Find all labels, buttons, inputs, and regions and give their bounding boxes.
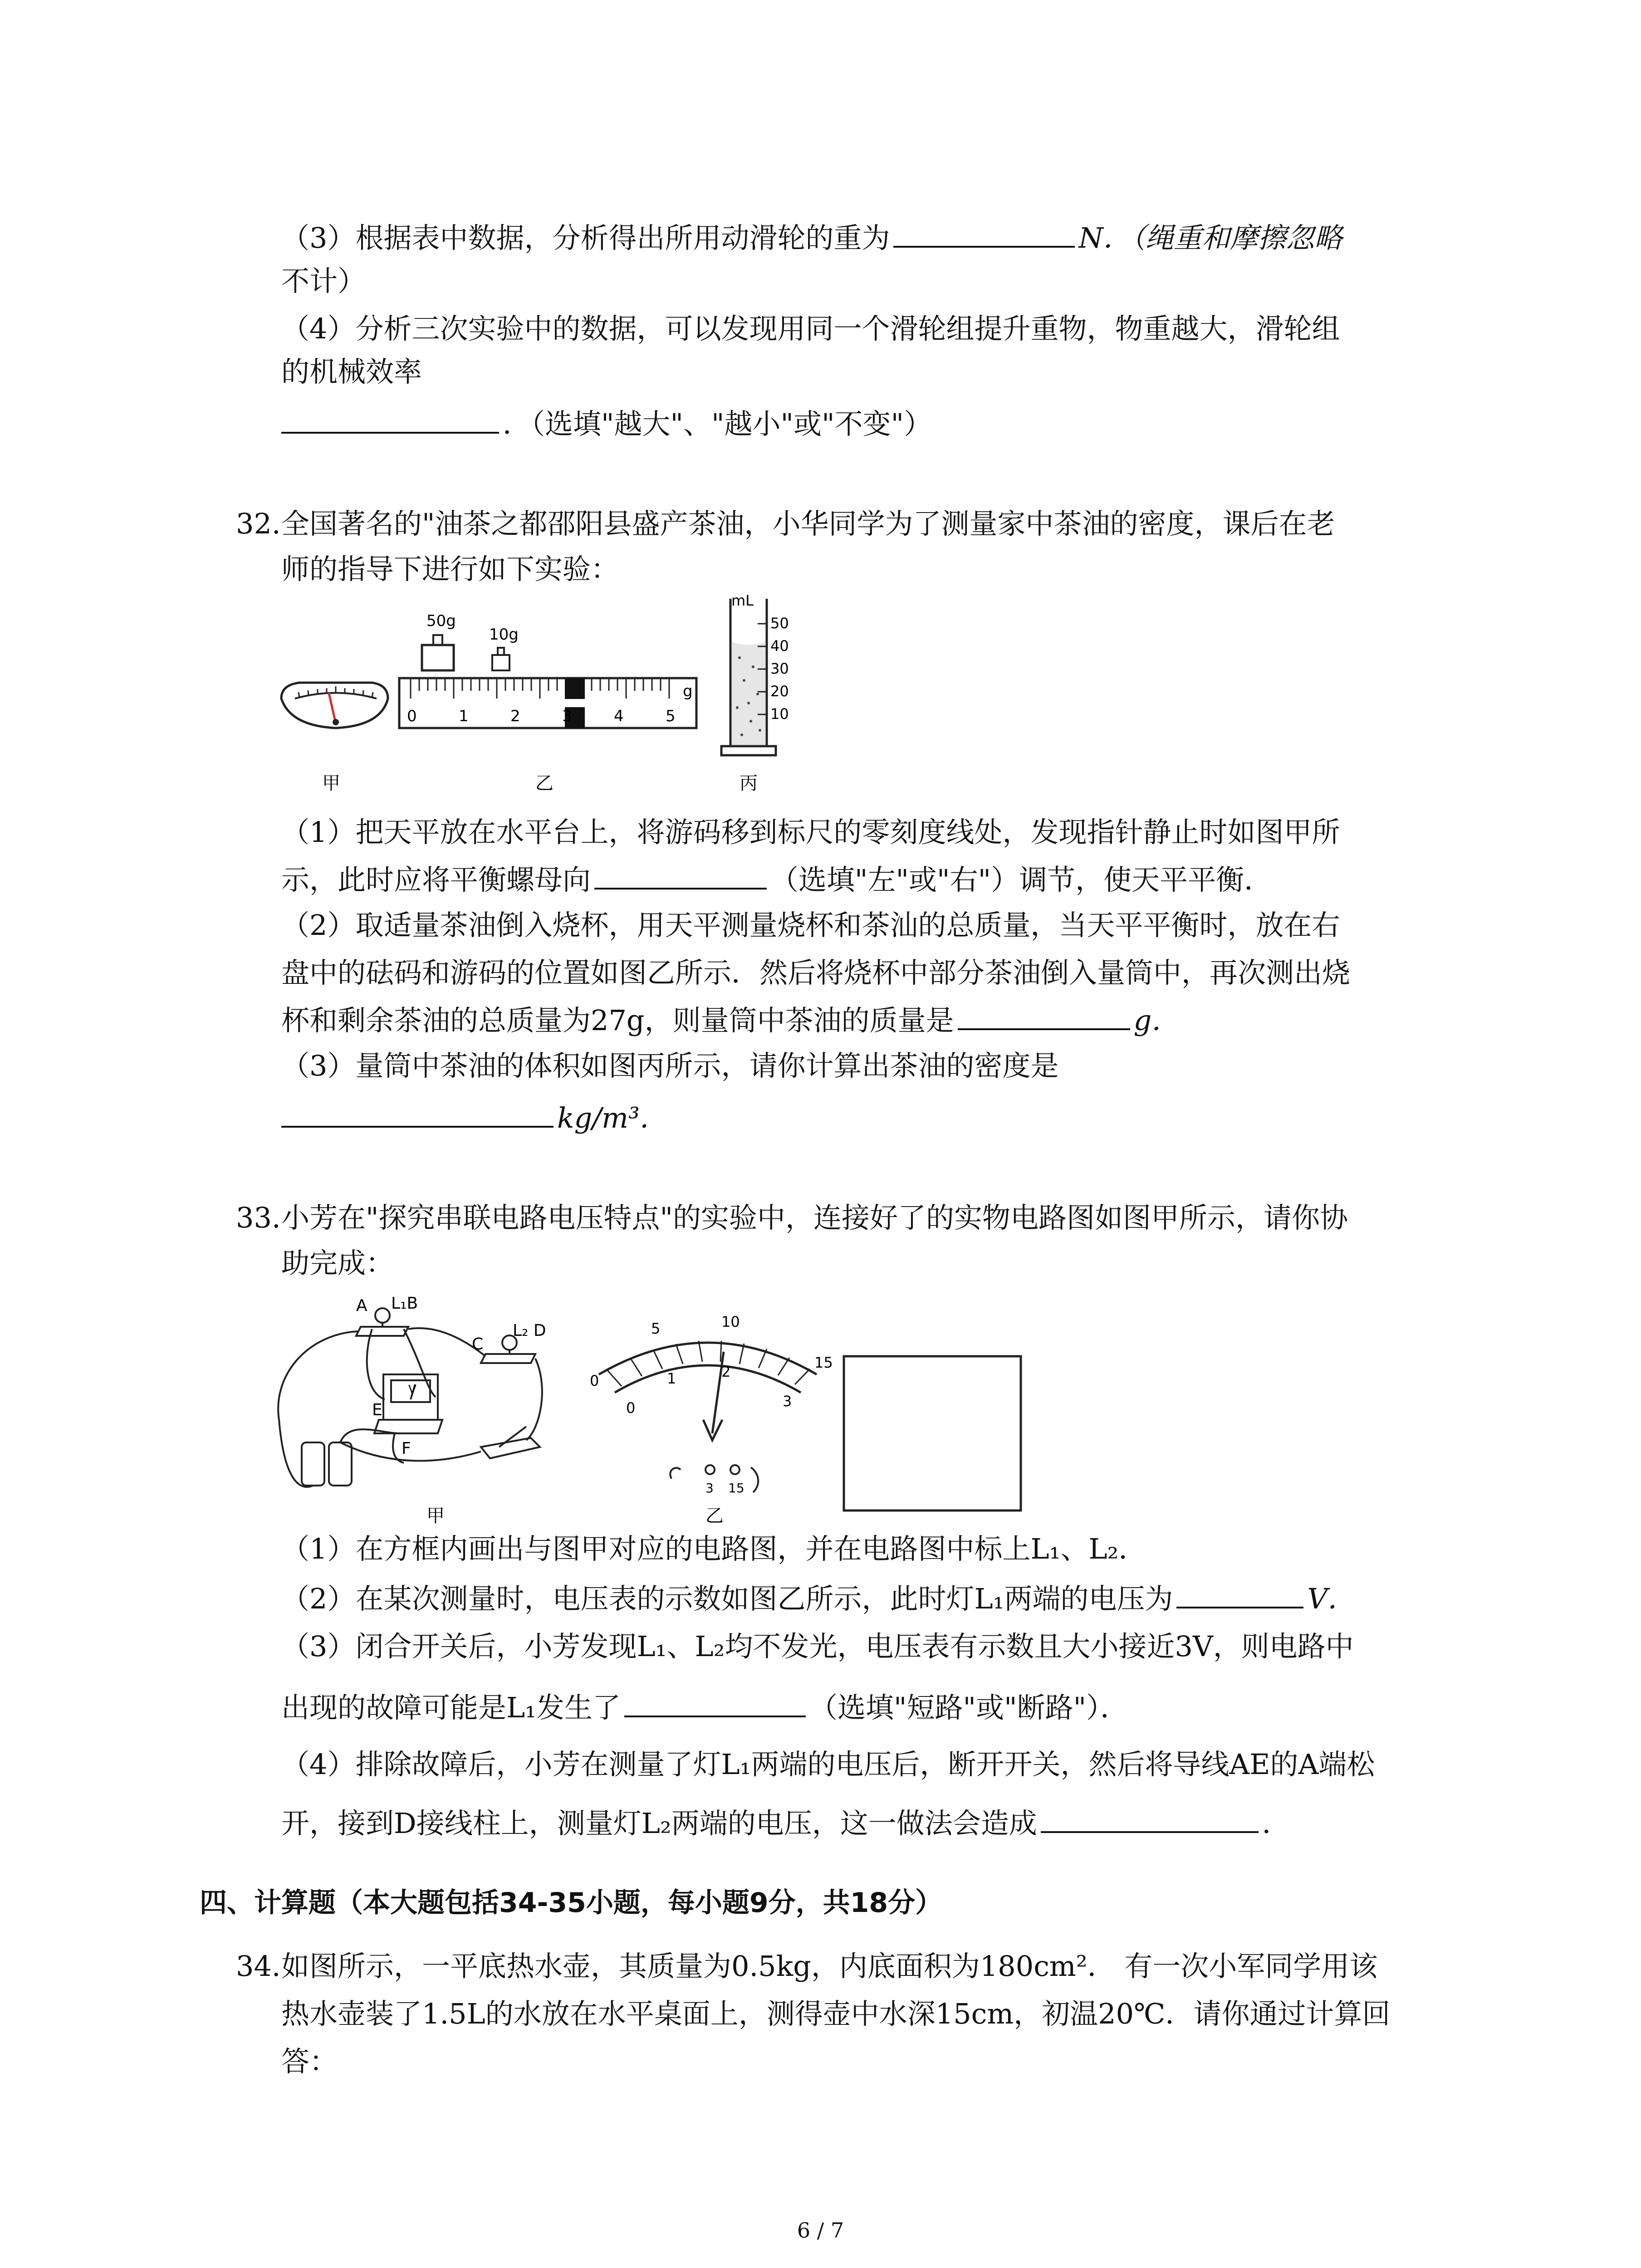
caption: 甲 [322, 773, 340, 794]
circuit-labels [356, 1294, 546, 1524]
q31-part4-line3: ．（选填"越大"、"越小"或"不变"） [281, 404, 932, 445]
tick-label: 0 [626, 1399, 636, 1417]
weight-10g-label: 10g [489, 626, 519, 644]
balance-pointer-dial [281, 683, 388, 728]
terminal-C-label: C [472, 1335, 484, 1354]
voltmeter-tick-labels [590, 1313, 833, 1524]
q32-part3-line1: （3）量筒中茶油的体积如图丙所示，请你计算出茶油的密度是 [281, 1049, 1059, 1082]
beam-tick-labels [407, 682, 693, 725]
voltmeter-dial [599, 1341, 817, 1492]
tick-label: 0 [407, 707, 417, 725]
tick-label: 1 [667, 1370, 676, 1387]
voltmeter-V-label: V [408, 1383, 416, 1397]
measuring-cylinder [721, 599, 776, 755]
q33-part3-line1: （3）闭合开关后，小芳发现L₁、L₂均不发光，电压表有示数且大小接近3V，则电路中 [281, 1630, 1354, 1663]
q31-part4-line1: （4）分析三次实验中的数据，可以发现用同一个滑轮组提升重物，物重越大，滑轮组 [281, 312, 1340, 345]
q34-line1: 如图所示，一平底热水壶，其质量为0.5kg，内底面积为180cm²． 有一次小军同学用该 [281, 1950, 1378, 1983]
q31-part3-line2: 不计） [281, 264, 366, 298]
weight-50g-label: 50g [426, 612, 456, 630]
q33-number: 33. [236, 1201, 281, 1234]
q33-part1: （1）在方框内画出与图甲对应的电路图，并在电路图中标上L₁、L₂． [281, 1532, 1147, 1565]
tick-label: 5 [666, 707, 676, 725]
figure-captions [322, 773, 758, 794]
circuit-drawing-box[interactable] [844, 1356, 1021, 1510]
weight-50g [422, 635, 454, 670]
q32-part2-line1: （2）取适量茶油倒入烧杯，用天平测量烧杯和茶汕的总质量，当天平平衡时，放在右 [281, 909, 1340, 942]
answer-blank[interactable] [1176, 1579, 1303, 1608]
tick-label: 10 [770, 705, 789, 723]
tick-label: 2 [510, 707, 520, 725]
tick-label: 0 [590, 1372, 599, 1389]
q31-part3-line1: （3）根据表中数据，分析得出所用动滑轮的重为 N．（绳重和摩擦忽略 [281, 218, 1342, 259]
balance-beam-scale [399, 678, 696, 728]
tick-label: 3 [783, 1393, 792, 1410]
page-number: 6 / 7 [797, 2218, 844, 2243]
q33-part4-line2: 开，接到D接线柱上，测量灯L₂两端的电压，这一做法会造成 ． [281, 1803, 1290, 1844]
unit-label: g [683, 682, 693, 700]
q32-part2-line2: 盘中的砝码和游码的位置如图乙所示．然后将烧杯中部分茶油倒入量筒中，再次测出烧 [281, 956, 1351, 989]
tick-label: 15 [814, 1354, 833, 1371]
section-heading: 四、计算题（本大题包括34-35小题，每小题9分，共18分） [200, 1887, 943, 1919]
q34-line3: 答： [281, 2045, 338, 2078]
tick-label: 10 [721, 1313, 740, 1330]
weight-10g [492, 648, 509, 670]
tick-label: 50 [770, 615, 789, 632]
q32-part2-line3: 杯和剩余茶油的总质量为27g，则量筒中茶油的质量是 g． [281, 1000, 1180, 1041]
answer-blank[interactable] [893, 219, 1075, 248]
answer-blank[interactable] [594, 860, 767, 890]
answer-blank[interactable] [958, 1001, 1130, 1030]
q32-line2: 师的指导下进行如下实验： [281, 552, 619, 586]
q33-part2: （2）在某次测量时，电压表的示数如图乙所示，此时灯L₁两端的电压为 V． [281, 1579, 1356, 1619]
q33-part4-line1: （4）排除故障后，小芳在测量了灯L₁两端的电压后，断开开关，然后将导线AE的A端松 [281, 1748, 1375, 1781]
caption: 乙 [535, 773, 554, 794]
terminal-F-label: F [402, 1439, 411, 1458]
q33-part3-line2: 出现的故障可能是L₁发生了 （选填"短路"或"断路"）． [281, 1687, 1128, 1728]
answer-blank[interactable] [624, 1688, 806, 1717]
answer-blank[interactable] [281, 405, 499, 434]
caption: 甲 [426, 1505, 445, 1524]
q33-line1: 小芳在"探究串联电路电压特点"的实验中，连接好了的实物电路图如图甲所示，请你协 [281, 1201, 1348, 1234]
balance-figure [272, 590, 817, 807]
terminal-label: 15 [728, 1481, 745, 1496]
lamp-L1B-label: L₁B [391, 1294, 418, 1313]
tick-label: 5 [651, 1320, 661, 1337]
cylinder-unit: mL [731, 592, 754, 609]
q34-number: 34. [236, 1950, 281, 1983]
caption: 丙 [740, 773, 758, 794]
q31-part4-line2: 的机械效率 [281, 355, 422, 388]
tick-label: 1 [459, 707, 469, 725]
tick-label: 30 [770, 660, 789, 677]
tick-label: 3 [562, 707, 572, 725]
q32-part1-line1: （1）把天平放在水平台上，将游码移到标尺的零刻度线处，发现指针静止时如图甲所 [281, 816, 1340, 849]
tick-label: 40 [770, 637, 789, 655]
tick-label: 20 [770, 683, 789, 700]
lamp-L2D-label: L₂ D [513, 1321, 546, 1340]
terminal-label: 3 [705, 1481, 714, 1496]
q32-part1-line2: 示，此时应将平衡螺母向 （选填"左"或"右"）调节，使天平平衡． [281, 860, 1272, 900]
answer-blank[interactable] [281, 1099, 554, 1128]
q34-line2: 热水壶装了1.5L的水放在水平桌面上，测得壶中水深15cm，初温20℃．请你通过计算回 [281, 1997, 1391, 2030]
physical-circuit [278, 1308, 542, 1487]
terminal-E-label: E [372, 1401, 382, 1419]
q32-line1: 全国著名的"油茶之都邵阳县盛产茶油，小华同学为了测量家中茶油的密度，课后在老 [281, 507, 1335, 540]
q32-number: 32. [236, 507, 281, 540]
q32-part3-line2: kg/m³． [281, 1098, 668, 1139]
caption: 乙 [705, 1505, 724, 1524]
circuit-figure [272, 1284, 1043, 1524]
answer-blank[interactable] [1041, 1804, 1259, 1833]
tick-label: 2 [721, 1363, 731, 1380]
tick-label: 4 [614, 707, 624, 725]
terminal-A-label: A [356, 1296, 367, 1315]
q33-line2: 助完成： [281, 1246, 394, 1280]
